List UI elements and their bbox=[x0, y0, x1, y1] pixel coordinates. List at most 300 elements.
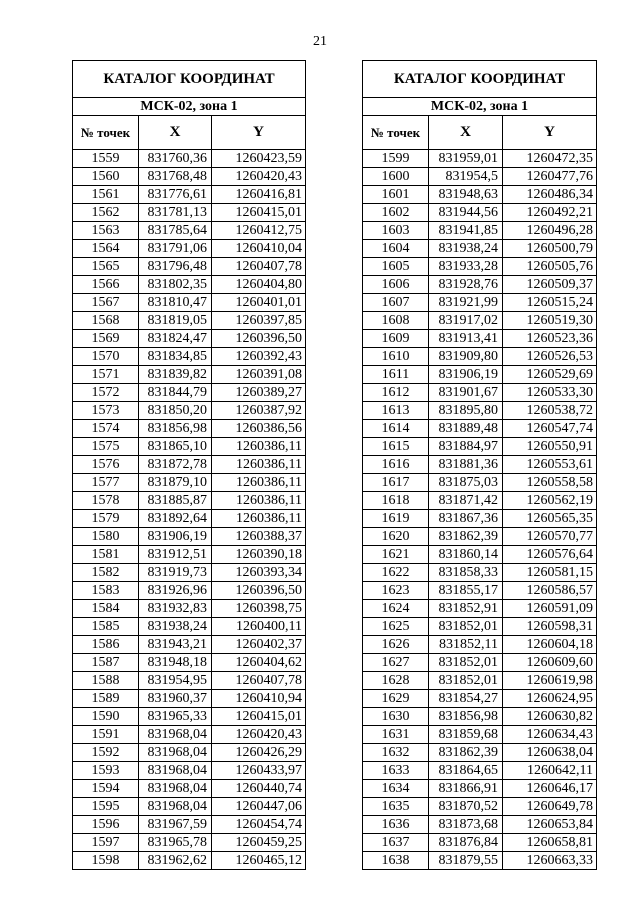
table-row bbox=[73, 744, 306, 762]
point-number-cell: 1576 bbox=[73, 456, 139, 474]
point-number-cell: 1585 bbox=[73, 618, 139, 636]
x-coordinate-cell: 831941,85 bbox=[429, 222, 503, 240]
table-row bbox=[73, 708, 306, 726]
y-coordinate-cell: 1260407,78 bbox=[212, 672, 306, 690]
x-coordinate-cell: 831881,36 bbox=[429, 456, 503, 474]
table-row bbox=[73, 672, 306, 690]
point-number-cell: 1559 bbox=[73, 150, 139, 168]
table-row bbox=[73, 564, 306, 582]
x-coordinate-cell: 831968,04 bbox=[139, 798, 212, 816]
table-row bbox=[73, 546, 306, 564]
table-row bbox=[73, 294, 306, 312]
point-number-cell: 1605 bbox=[363, 258, 429, 276]
x-coordinate-cell: 831921,99 bbox=[429, 294, 503, 312]
y-coordinate-cell: 1260410,94 bbox=[212, 690, 306, 708]
y-coordinate-cell: 1260646,17 bbox=[503, 780, 597, 798]
x-coordinate-cell: 831884,97 bbox=[429, 438, 503, 456]
x-coordinate-cell: 831785,64 bbox=[139, 222, 212, 240]
coordinate-system-zone: МСК-02, зона 1 bbox=[73, 98, 306, 116]
y-coordinate-cell: 1260407,78 bbox=[212, 258, 306, 276]
x-coordinate-cell: 831862,39 bbox=[429, 528, 503, 546]
y-coordinate-cell: 1260433,97 bbox=[212, 762, 306, 780]
x-coordinate-cell: 831844,79 bbox=[139, 384, 212, 402]
y-coordinate-cell: 1260526,53 bbox=[503, 348, 597, 366]
page-number: 21 bbox=[313, 34, 327, 49]
table-row bbox=[73, 438, 306, 456]
x-coordinate-cell: 831865,10 bbox=[139, 438, 212, 456]
x-coordinate-cell: 831954,95 bbox=[139, 672, 212, 690]
y-coordinate-cell: 1260634,43 bbox=[503, 726, 597, 744]
table-row bbox=[73, 384, 306, 402]
table-row bbox=[363, 384, 597, 402]
x-coordinate-cell: 831875,03 bbox=[429, 474, 503, 492]
point-number-cell: 1596 bbox=[73, 816, 139, 834]
table-row bbox=[363, 168, 597, 186]
y-coordinate-cell: 1260653,84 bbox=[503, 816, 597, 834]
table-row bbox=[363, 402, 597, 420]
x-coordinate-cell: 831965,33 bbox=[139, 708, 212, 726]
table-row bbox=[363, 582, 597, 600]
point-number-cell: 1591 bbox=[73, 726, 139, 744]
y-coordinate-cell: 1260591,09 bbox=[503, 600, 597, 618]
x-coordinate-cell: 831862,39 bbox=[429, 744, 503, 762]
y-coordinate-cell: 1260400,11 bbox=[212, 618, 306, 636]
point-number-cell: 1565 bbox=[73, 258, 139, 276]
point-number-cell: 1629 bbox=[363, 690, 429, 708]
y-coordinate-cell: 1260547,74 bbox=[503, 420, 597, 438]
table-row bbox=[73, 348, 306, 366]
x-coordinate-cell: 831968,04 bbox=[139, 762, 212, 780]
table-row bbox=[73, 366, 306, 384]
x-coordinate-cell: 831876,84 bbox=[429, 834, 503, 852]
point-number-cell: 1601 bbox=[363, 186, 429, 204]
y-coordinate-cell: 1260604,18 bbox=[503, 636, 597, 654]
x-coordinate-cell: 831954,5 bbox=[429, 168, 503, 186]
point-number-cell: 1584 bbox=[73, 600, 139, 618]
y-coordinate-cell: 1260630,82 bbox=[503, 708, 597, 726]
x-coordinate-cell: 831943,21 bbox=[139, 636, 212, 654]
y-coordinate-cell: 1260505,76 bbox=[503, 258, 597, 276]
x-coordinate-cell: 831879,10 bbox=[139, 474, 212, 492]
x-coordinate-cell: 831854,27 bbox=[429, 690, 503, 708]
point-number-cell: 1588 bbox=[73, 672, 139, 690]
column-header-x: X bbox=[429, 116, 503, 150]
x-coordinate-cell: 831948,18 bbox=[139, 654, 212, 672]
x-coordinate-cell: 831948,63 bbox=[429, 186, 503, 204]
coordinate-catalog-table-right bbox=[362, 60, 597, 870]
y-coordinate-cell: 1260387,92 bbox=[212, 402, 306, 420]
y-coordinate-cell: 1260496,28 bbox=[503, 222, 597, 240]
table-row bbox=[363, 258, 597, 276]
point-number-cell: 1578 bbox=[73, 492, 139, 510]
x-coordinate-cell: 831867,36 bbox=[429, 510, 503, 528]
point-number-cell: 1621 bbox=[363, 546, 429, 564]
point-number-cell: 1633 bbox=[363, 762, 429, 780]
point-number-cell: 1560 bbox=[73, 168, 139, 186]
table-row bbox=[363, 780, 597, 798]
y-coordinate-cell: 1260663,33 bbox=[503, 852, 597, 870]
point-number-cell: 1606 bbox=[363, 276, 429, 294]
table-row bbox=[73, 186, 306, 204]
point-number-cell: 1599 bbox=[363, 150, 429, 168]
point-number-cell: 1575 bbox=[73, 438, 139, 456]
y-coordinate-cell: 1260386,11 bbox=[212, 510, 306, 528]
point-number-cell: 1613 bbox=[363, 402, 429, 420]
point-number-cell: 1620 bbox=[363, 528, 429, 546]
y-coordinate-cell: 1260562,19 bbox=[503, 492, 597, 510]
y-coordinate-cell: 1260386,11 bbox=[212, 492, 306, 510]
point-number-cell: 1612 bbox=[363, 384, 429, 402]
y-coordinate-cell: 1260401,01 bbox=[212, 294, 306, 312]
y-coordinate-cell: 1260416,81 bbox=[212, 186, 306, 204]
point-number-cell: 1577 bbox=[73, 474, 139, 492]
point-number-cell: 1636 bbox=[363, 816, 429, 834]
y-coordinate-cell: 1260642,11 bbox=[503, 762, 597, 780]
point-number-cell: 1635 bbox=[363, 798, 429, 816]
x-coordinate-cell: 831889,48 bbox=[429, 420, 503, 438]
table-row bbox=[363, 564, 597, 582]
point-number-cell: 1579 bbox=[73, 510, 139, 528]
x-coordinate-cell: 831917,02 bbox=[429, 312, 503, 330]
point-number-cell: 1595 bbox=[73, 798, 139, 816]
table-row bbox=[73, 330, 306, 348]
point-number-cell: 1604 bbox=[363, 240, 429, 258]
x-coordinate-cell: 831810,47 bbox=[139, 294, 212, 312]
point-number-cell: 1583 bbox=[73, 582, 139, 600]
table-row bbox=[363, 636, 597, 654]
x-coordinate-cell: 831852,11 bbox=[429, 636, 503, 654]
y-coordinate-cell: 1260398,75 bbox=[212, 600, 306, 618]
x-coordinate-cell: 831892,64 bbox=[139, 510, 212, 528]
x-coordinate-cell: 831919,73 bbox=[139, 564, 212, 582]
x-coordinate-cell: 831926,96 bbox=[139, 582, 212, 600]
y-coordinate-cell: 1260477,76 bbox=[503, 168, 597, 186]
y-coordinate-cell: 1260397,85 bbox=[212, 312, 306, 330]
y-coordinate-cell: 1260454,74 bbox=[212, 816, 306, 834]
x-coordinate-cell: 831834,85 bbox=[139, 348, 212, 366]
table-row bbox=[73, 240, 306, 258]
table-row bbox=[73, 222, 306, 240]
x-coordinate-cell: 831906,19 bbox=[139, 528, 212, 546]
table-row bbox=[363, 222, 597, 240]
point-number-cell: 1574 bbox=[73, 420, 139, 438]
table-row bbox=[363, 348, 597, 366]
table-row bbox=[363, 420, 597, 438]
y-coordinate-cell: 1260404,80 bbox=[212, 276, 306, 294]
x-coordinate-cell: 831852,01 bbox=[429, 654, 503, 672]
y-coordinate-cell: 1260609,60 bbox=[503, 654, 597, 672]
table-row bbox=[363, 474, 597, 492]
x-coordinate-cell: 831960,37 bbox=[139, 690, 212, 708]
point-number-cell: 1567 bbox=[73, 294, 139, 312]
point-number-cell: 1626 bbox=[363, 636, 429, 654]
point-number-cell: 1563 bbox=[73, 222, 139, 240]
table-row bbox=[73, 420, 306, 438]
x-coordinate-cell: 831933,28 bbox=[429, 258, 503, 276]
table-row bbox=[363, 834, 597, 852]
y-coordinate-cell: 1260519,30 bbox=[503, 312, 597, 330]
point-number-cell: 1614 bbox=[363, 420, 429, 438]
point-number-cell: 1632 bbox=[363, 744, 429, 762]
x-coordinate-cell: 831760,36 bbox=[139, 150, 212, 168]
point-number-cell: 1623 bbox=[363, 582, 429, 600]
x-coordinate-cell: 831968,04 bbox=[139, 726, 212, 744]
point-number-cell: 1589 bbox=[73, 690, 139, 708]
point-number-cell: 1631 bbox=[363, 726, 429, 744]
y-coordinate-cell: 1260486,34 bbox=[503, 186, 597, 204]
y-coordinate-cell: 1260619,98 bbox=[503, 672, 597, 690]
x-coordinate-cell: 831852,01 bbox=[429, 672, 503, 690]
table-row bbox=[73, 276, 306, 294]
y-coordinate-cell: 1260447,06 bbox=[212, 798, 306, 816]
x-coordinate-cell: 831824,47 bbox=[139, 330, 212, 348]
table-row bbox=[363, 546, 597, 564]
y-coordinate-cell: 1260658,81 bbox=[503, 834, 597, 852]
y-coordinate-cell: 1260465,12 bbox=[212, 852, 306, 870]
column-header-x: X bbox=[139, 116, 212, 150]
y-coordinate-cell: 1260420,43 bbox=[212, 168, 306, 186]
point-number-cell: 1572 bbox=[73, 384, 139, 402]
point-number-cell: 1617 bbox=[363, 474, 429, 492]
y-coordinate-cell: 1260624,95 bbox=[503, 690, 597, 708]
table-row bbox=[73, 150, 306, 168]
x-coordinate-cell: 831852,01 bbox=[429, 618, 503, 636]
point-number-cell: 1581 bbox=[73, 546, 139, 564]
column-header-y: Y bbox=[503, 116, 597, 150]
x-coordinate-cell: 831872,78 bbox=[139, 456, 212, 474]
table-row bbox=[363, 366, 597, 384]
x-coordinate-cell: 831856,98 bbox=[429, 708, 503, 726]
x-coordinate-cell: 831856,98 bbox=[139, 420, 212, 438]
y-coordinate-cell: 1260386,56 bbox=[212, 420, 306, 438]
x-coordinate-cell: 831858,33 bbox=[429, 564, 503, 582]
column-header-point-number: № точек bbox=[363, 116, 429, 150]
x-coordinate-cell: 831968,04 bbox=[139, 744, 212, 762]
y-coordinate-cell: 1260386,11 bbox=[212, 456, 306, 474]
y-coordinate-cell: 1260420,43 bbox=[212, 726, 306, 744]
table-row bbox=[363, 798, 597, 816]
y-coordinate-cell: 1260523,36 bbox=[503, 330, 597, 348]
table-row bbox=[73, 726, 306, 744]
table-row bbox=[363, 816, 597, 834]
y-coordinate-cell: 1260586,57 bbox=[503, 582, 597, 600]
point-number-cell: 1562 bbox=[73, 204, 139, 222]
table-row bbox=[363, 330, 597, 348]
point-number-cell: 1616 bbox=[363, 456, 429, 474]
table-row bbox=[73, 492, 306, 510]
table-row bbox=[73, 474, 306, 492]
point-number-cell: 1624 bbox=[363, 600, 429, 618]
y-coordinate-cell: 1260649,78 bbox=[503, 798, 597, 816]
point-number-cell: 1568 bbox=[73, 312, 139, 330]
x-coordinate-cell: 831839,82 bbox=[139, 366, 212, 384]
table-row bbox=[73, 456, 306, 474]
x-coordinate-cell: 831796,48 bbox=[139, 258, 212, 276]
point-number-cell: 1573 bbox=[73, 402, 139, 420]
point-number-cell: 1628 bbox=[363, 672, 429, 690]
point-number-cell: 1571 bbox=[73, 366, 139, 384]
table-row bbox=[73, 312, 306, 330]
point-number-cell: 1561 bbox=[73, 186, 139, 204]
y-coordinate-cell: 1260426,29 bbox=[212, 744, 306, 762]
point-number-cell: 1586 bbox=[73, 636, 139, 654]
x-coordinate-cell: 831859,68 bbox=[429, 726, 503, 744]
x-coordinate-cell: 831852,91 bbox=[429, 600, 503, 618]
table-row bbox=[363, 294, 597, 312]
point-number-cell: 1615 bbox=[363, 438, 429, 456]
point-number-cell: 1566 bbox=[73, 276, 139, 294]
x-coordinate-cell: 831781,13 bbox=[139, 204, 212, 222]
x-coordinate-cell: 831906,19 bbox=[429, 366, 503, 384]
x-coordinate-cell: 831909,80 bbox=[429, 348, 503, 366]
point-number-cell: 1607 bbox=[363, 294, 429, 312]
y-coordinate-cell: 1260389,27 bbox=[212, 384, 306, 402]
y-coordinate-cell: 1260415,01 bbox=[212, 708, 306, 726]
table-row bbox=[363, 438, 597, 456]
point-number-cell: 1580 bbox=[73, 528, 139, 546]
table-row bbox=[363, 312, 597, 330]
y-coordinate-cell: 1260558,58 bbox=[503, 474, 597, 492]
table-row bbox=[363, 276, 597, 294]
x-coordinate-cell: 831802,35 bbox=[139, 276, 212, 294]
y-coordinate-cell: 1260538,72 bbox=[503, 402, 597, 420]
table-row bbox=[363, 150, 597, 168]
y-coordinate-cell: 1260386,11 bbox=[212, 438, 306, 456]
x-coordinate-cell: 831967,59 bbox=[139, 816, 212, 834]
x-coordinate-cell: 831860,14 bbox=[429, 546, 503, 564]
table-row bbox=[73, 528, 306, 546]
table-row bbox=[73, 402, 306, 420]
table-row bbox=[73, 600, 306, 618]
table-row bbox=[363, 492, 597, 510]
table-row bbox=[73, 852, 306, 870]
y-coordinate-cell: 1260492,21 bbox=[503, 204, 597, 222]
y-coordinate-cell: 1260570,77 bbox=[503, 528, 597, 546]
x-coordinate-cell: 831895,80 bbox=[429, 402, 503, 420]
table-row bbox=[73, 204, 306, 222]
y-coordinate-cell: 1260533,30 bbox=[503, 384, 597, 402]
y-coordinate-cell: 1260565,35 bbox=[503, 510, 597, 528]
table-row bbox=[363, 726, 597, 744]
y-coordinate-cell: 1260472,35 bbox=[503, 150, 597, 168]
y-coordinate-cell: 1260415,01 bbox=[212, 204, 306, 222]
table-row bbox=[73, 690, 306, 708]
y-coordinate-cell: 1260509,37 bbox=[503, 276, 597, 294]
column-header-point-number: № точек bbox=[73, 116, 139, 150]
point-number-cell: 1597 bbox=[73, 834, 139, 852]
x-coordinate-cell: 831871,42 bbox=[429, 492, 503, 510]
point-number-cell: 1622 bbox=[363, 564, 429, 582]
x-coordinate-cell: 831870,52 bbox=[429, 798, 503, 816]
x-coordinate-cell: 831944,56 bbox=[429, 204, 503, 222]
table-row bbox=[73, 654, 306, 672]
table-row bbox=[73, 798, 306, 816]
point-number-cell: 1638 bbox=[363, 852, 429, 870]
table-row bbox=[363, 600, 597, 618]
point-number-cell: 1603 bbox=[363, 222, 429, 240]
y-coordinate-cell: 1260392,43 bbox=[212, 348, 306, 366]
x-coordinate-cell: 831885,87 bbox=[139, 492, 212, 510]
point-number-cell: 1590 bbox=[73, 708, 139, 726]
point-number-cell: 1608 bbox=[363, 312, 429, 330]
y-coordinate-cell: 1260553,61 bbox=[503, 456, 597, 474]
y-coordinate-cell: 1260500,79 bbox=[503, 240, 597, 258]
y-coordinate-cell: 1260515,24 bbox=[503, 294, 597, 312]
x-coordinate-cell: 831791,06 bbox=[139, 240, 212, 258]
x-coordinate-cell: 831912,51 bbox=[139, 546, 212, 564]
x-coordinate-cell: 831819,05 bbox=[139, 312, 212, 330]
x-coordinate-cell: 831879,55 bbox=[429, 852, 503, 870]
table-row bbox=[363, 618, 597, 636]
x-coordinate-cell: 831928,76 bbox=[429, 276, 503, 294]
point-number-cell: 1600 bbox=[363, 168, 429, 186]
point-number-cell: 1592 bbox=[73, 744, 139, 762]
point-number-cell: 1593 bbox=[73, 762, 139, 780]
catalog-title: КАТАЛОГ КООРДИНАТ bbox=[73, 61, 306, 98]
table-row bbox=[363, 852, 597, 870]
point-number-cell: 1627 bbox=[363, 654, 429, 672]
table-row bbox=[363, 672, 597, 690]
y-coordinate-cell: 1260529,69 bbox=[503, 366, 597, 384]
point-number-cell: 1609 bbox=[363, 330, 429, 348]
table-row bbox=[73, 510, 306, 528]
point-number-cell: 1625 bbox=[363, 618, 429, 636]
table-row bbox=[363, 708, 597, 726]
table-row bbox=[73, 618, 306, 636]
x-coordinate-cell: 831901,67 bbox=[429, 384, 503, 402]
x-coordinate-cell: 831776,61 bbox=[139, 186, 212, 204]
x-coordinate-cell: 831968,04 bbox=[139, 780, 212, 798]
table-row bbox=[363, 240, 597, 258]
y-coordinate-cell: 1260396,50 bbox=[212, 582, 306, 600]
table-row bbox=[363, 186, 597, 204]
table-row bbox=[363, 204, 597, 222]
table-row bbox=[73, 636, 306, 654]
x-coordinate-cell: 831938,24 bbox=[139, 618, 212, 636]
y-coordinate-cell: 1260386,11 bbox=[212, 474, 306, 492]
point-number-cell: 1618 bbox=[363, 492, 429, 510]
point-number-cell: 1587 bbox=[73, 654, 139, 672]
y-coordinate-cell: 1260576,64 bbox=[503, 546, 597, 564]
table-row bbox=[363, 744, 597, 762]
y-coordinate-cell: 1260396,50 bbox=[212, 330, 306, 348]
point-number-cell: 1602 bbox=[363, 204, 429, 222]
x-coordinate-cell: 831866,91 bbox=[429, 780, 503, 798]
y-coordinate-cell: 1260390,18 bbox=[212, 546, 306, 564]
table-row bbox=[73, 168, 306, 186]
point-number-cell: 1630 bbox=[363, 708, 429, 726]
table-row bbox=[73, 780, 306, 798]
y-coordinate-cell: 1260404,62 bbox=[212, 654, 306, 672]
x-coordinate-cell: 831855,17 bbox=[429, 582, 503, 600]
point-number-cell: 1634 bbox=[363, 780, 429, 798]
point-number-cell: 1619 bbox=[363, 510, 429, 528]
y-coordinate-cell: 1260440,74 bbox=[212, 780, 306, 798]
point-number-cell: 1637 bbox=[363, 834, 429, 852]
x-coordinate-cell: 831959,01 bbox=[429, 150, 503, 168]
table-row bbox=[363, 654, 597, 672]
x-coordinate-cell: 831962,62 bbox=[139, 852, 212, 870]
x-coordinate-cell: 831932,83 bbox=[139, 600, 212, 618]
point-number-cell: 1564 bbox=[73, 240, 139, 258]
table-row bbox=[363, 456, 597, 474]
y-coordinate-cell: 1260393,34 bbox=[212, 564, 306, 582]
y-coordinate-cell: 1260388,37 bbox=[212, 528, 306, 546]
column-header-y: Y bbox=[212, 116, 306, 150]
table-row bbox=[73, 258, 306, 276]
x-coordinate-cell: 831873,68 bbox=[429, 816, 503, 834]
y-coordinate-cell: 1260423,59 bbox=[212, 150, 306, 168]
